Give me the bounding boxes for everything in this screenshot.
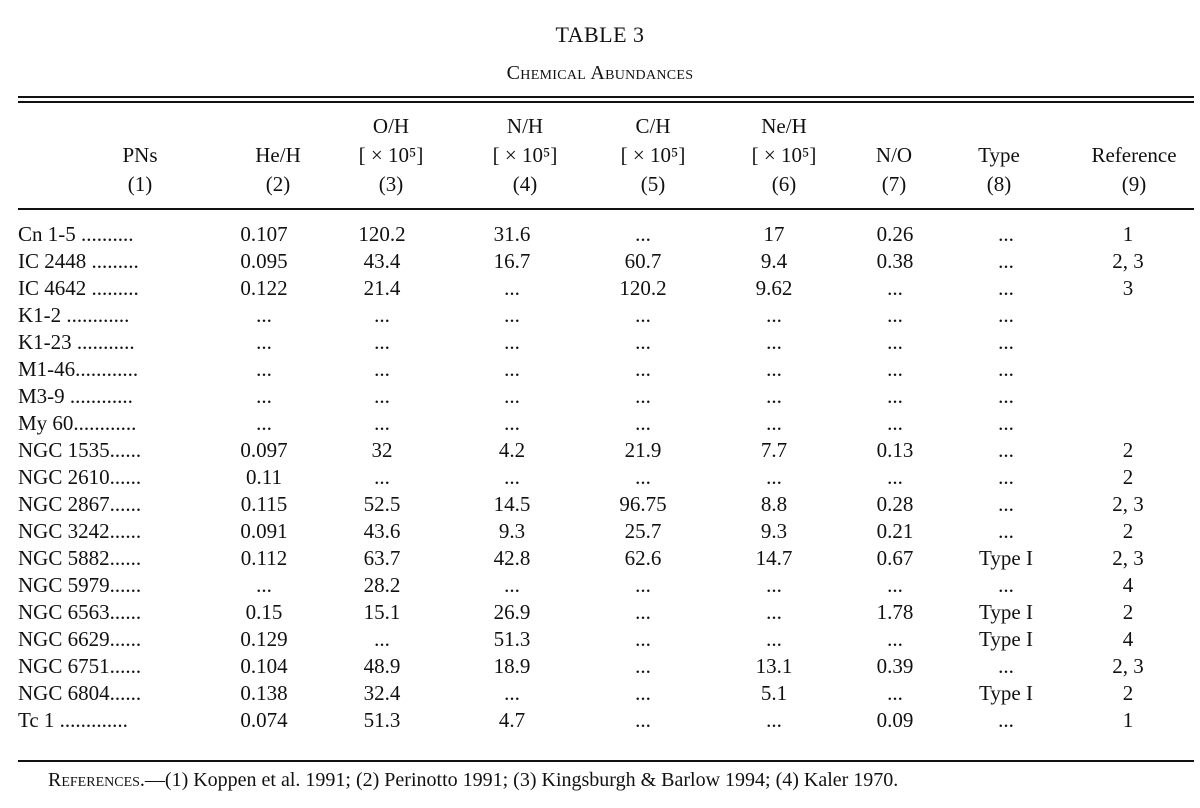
cell-n-o: 0.67 — [876, 546, 914, 570]
cell-n-o: ... — [887, 411, 903, 435]
cell-n-h: 18.9 — [493, 654, 531, 678]
cell-ne-h: 14.7 — [755, 546, 793, 570]
cell-pns: Tc 1 ............. — [18, 708, 128, 732]
cell-o-h: ... — [374, 411, 390, 435]
cell-reference — [1062, 356, 1194, 383]
cell-pns: NGC 6751...... — [18, 654, 142, 678]
cell-type: Type I — [979, 600, 1033, 624]
cell-he-h: 0.095 — [240, 249, 288, 273]
cell-n-h: ... — [504, 573, 520, 597]
cell-reference: 2 — [1122, 519, 1134, 543]
cell-c-h: ... — [635, 384, 651, 408]
column-header-c-h: C/H [ × 10⁵] (5) — [620, 114, 686, 196]
cell-c-h: ... — [635, 600, 651, 624]
cell-o-h: 32 — [371, 438, 393, 462]
bottom-rule — [18, 760, 1194, 762]
cell-type: ... — [998, 465, 1014, 489]
table-row — [18, 518, 1194, 545]
cell-type: ... — [998, 492, 1014, 516]
cell-he-h: 0.091 — [240, 519, 288, 543]
cell-pns: K1-2 ............ — [18, 303, 130, 327]
table-row — [18, 491, 1194, 518]
cell-pns: IC 2448 ......... — [18, 249, 139, 273]
cell-pns: NGC 1535...... — [18, 438, 142, 462]
cell-ne-h: 9.3 — [760, 519, 788, 543]
cell-he-h: 0.115 — [240, 492, 288, 516]
cell-pns: NGC 6629...... — [18, 627, 142, 651]
cell-o-h: ... — [374, 330, 390, 354]
cell-n-h: ... — [504, 465, 520, 489]
cell-reference — [1062, 329, 1194, 356]
cell-n-h: 4.2 — [498, 438, 526, 462]
cell-o-h: ... — [374, 627, 390, 651]
table-row — [18, 410, 1194, 437]
cell-reference: 4 — [1122, 627, 1134, 651]
cell-o-h: 32.4 — [363, 681, 401, 705]
cell-reference: 2, 3 — [1112, 492, 1144, 516]
table-header — [18, 112, 1194, 204]
cell-n-h: 42.8 — [493, 546, 531, 570]
cell-ne-h: 13.1 — [755, 654, 793, 678]
cell-he-h: 0.074 — [240, 708, 288, 732]
cell-he-h: 0.129 — [240, 627, 288, 651]
cell-c-h: 25.7 — [624, 519, 662, 543]
cell-c-h: ... — [635, 303, 651, 327]
table-title: TABLE 3 — [555, 22, 645, 47]
cell-n-h: 9.3 — [498, 519, 526, 543]
cell-o-h: 28.2 — [363, 573, 401, 597]
cell-he-h: ... — [256, 573, 272, 597]
cell-reference: 2 — [1122, 681, 1134, 705]
cell-type: ... — [998, 438, 1014, 462]
abundance-table — [18, 221, 1194, 734]
cell-ne-h: ... — [766, 303, 782, 327]
cell-type: ... — [998, 654, 1014, 678]
cell-type: ... — [998, 708, 1014, 732]
table-row — [18, 572, 1194, 599]
cell-c-h: 96.75 — [619, 492, 667, 516]
cell-c-h: 21.9 — [624, 438, 662, 462]
table-row — [18, 275, 1194, 302]
cell-pns: NGC 3242...... — [18, 519, 142, 543]
cell-c-h: 62.6 — [624, 546, 662, 570]
cell-reference: 1 — [1122, 222, 1134, 246]
column-header-reference: Reference (9) — [1091, 143, 1177, 196]
cell-c-h: ... — [635, 573, 651, 597]
cell-n-o: 0.28 — [876, 492, 914, 516]
table-row — [18, 626, 1194, 653]
cell-pns: IC 4642 ......... — [18, 276, 139, 300]
cell-o-h: 21.4 — [363, 276, 401, 300]
cell-n-h: ... — [504, 384, 520, 408]
cell-n-o: ... — [887, 330, 903, 354]
cell-type: ... — [998, 573, 1014, 597]
cell-n-o: ... — [887, 465, 903, 489]
cell-n-o: ... — [887, 681, 903, 705]
cell-reference: 2, 3 — [1112, 654, 1144, 678]
cell-pns: NGC 5882...... — [18, 546, 142, 570]
cell-o-h: 43.4 — [363, 249, 401, 273]
cell-o-h: ... — [374, 384, 390, 408]
cell-n-h: ... — [504, 411, 520, 435]
cell-pns: M1-46............ — [18, 357, 139, 381]
cell-he-h: 0.112 — [240, 546, 288, 570]
cell-o-h: 15.1 — [363, 600, 401, 624]
column-header-n-o: N/O (7) — [875, 143, 913, 196]
cell-pns: Cn 1-5 .......... — [18, 222, 134, 246]
table-row — [18, 437, 1194, 464]
cell-type: ... — [998, 357, 1014, 381]
cell-n-o: 0.39 — [876, 654, 914, 678]
cell-n-h: 31.6 — [493, 222, 531, 246]
cell-type: ... — [998, 519, 1014, 543]
column-header-pns: PNs (1) — [122, 143, 158, 196]
cell-n-o: ... — [887, 384, 903, 408]
cell-ne-h: ... — [766, 600, 782, 624]
cell-type: Type I — [979, 546, 1033, 570]
cell-c-h: 120.2 — [619, 276, 667, 300]
cell-n-h: ... — [504, 357, 520, 381]
cell-o-h: ... — [374, 357, 390, 381]
cell-c-h: ... — [635, 681, 651, 705]
cell-he-h: 0.138 — [240, 681, 288, 705]
table-row — [18, 302, 1194, 329]
cell-reference — [1062, 383, 1194, 410]
cell-n-o: 0.09 — [876, 708, 914, 732]
cell-he-h: ... — [256, 357, 272, 381]
cell-c-h: ... — [635, 357, 651, 381]
references-note — [48, 766, 1188, 794]
cell-c-h: ... — [635, 627, 651, 651]
column-header-type: Type (8) — [978, 143, 1020, 196]
cell-reference: 4 — [1122, 573, 1134, 597]
cell-ne-h: ... — [766, 465, 782, 489]
cell-reference: 3 — [1122, 276, 1134, 300]
cell-n-o: 1.78 — [876, 600, 914, 624]
references-lead: References. — [48, 769, 145, 791]
cell-o-h: 48.9 — [363, 654, 401, 678]
cell-pns: NGC 2867...... — [18, 492, 142, 516]
cell-he-h: 0.107 — [240, 222, 288, 246]
cell-ne-h: ... — [766, 573, 782, 597]
cell-pns: K1-23 ........... — [18, 330, 135, 354]
cell-o-h: ... — [374, 465, 390, 489]
table-row — [18, 680, 1194, 707]
cell-o-h: 43.6 — [363, 519, 401, 543]
cell-n-h: ... — [504, 330, 520, 354]
cell-n-h: ... — [504, 303, 520, 327]
cell-type: ... — [998, 384, 1014, 408]
cell-pns: NGC 6804...... — [18, 681, 142, 705]
cell-n-o: ... — [887, 357, 903, 381]
cell-type: ... — [998, 222, 1014, 246]
cell-reference: 2 — [1122, 438, 1134, 462]
cell-ne-h: 8.8 — [760, 492, 788, 516]
cell-reference: 2 — [1122, 600, 1134, 624]
cell-he-h: ... — [256, 303, 272, 327]
cell-reference: 2, 3 — [1112, 546, 1144, 570]
cell-c-h: ... — [635, 411, 651, 435]
cell-he-h: ... — [256, 330, 272, 354]
cell-o-h: 51.3 — [363, 708, 401, 732]
cell-c-h: ... — [635, 708, 651, 732]
cell-he-h: 0.11 — [246, 465, 282, 489]
cell-ne-h: 9.62 — [755, 276, 793, 300]
cell-n-o: ... — [887, 276, 903, 300]
cell-o-h: 120.2 — [358, 222, 406, 246]
cell-n-o: ... — [887, 303, 903, 327]
cell-ne-h: 5.1 — [760, 681, 788, 705]
table-row — [18, 545, 1194, 572]
cell-reference: 2, 3 — [1112, 249, 1144, 273]
table-row — [18, 248, 1194, 275]
top-rule-2 — [18, 101, 1194, 103]
cell-n-h: 16.7 — [493, 249, 531, 273]
column-header-o-h: O/H [ × 10⁵] (3) — [358, 114, 424, 196]
table-row — [18, 653, 1194, 680]
cell-n-h: ... — [504, 681, 520, 705]
table-row — [18, 221, 1194, 248]
cell-pns: NGC 2610...... — [18, 465, 142, 489]
table-subtitle: Chemical Abundances — [506, 62, 694, 84]
cell-n-o: ... — [887, 573, 903, 597]
cell-he-h: 0.104 — [240, 654, 288, 678]
references-text: —(1) Koppen et al. 1991; (2) Perinotto 1991; (3) Kingsburgh & Barlow 1994; (4) Kaler 1970. — [144, 769, 899, 791]
cell-pns: NGC 6563...... — [18, 600, 142, 624]
cell-he-h: ... — [256, 384, 272, 408]
cell-n-h: 51.3 — [493, 627, 531, 651]
cell-ne-h: 9.4 — [760, 249, 788, 273]
cell-reference: 2 — [1122, 465, 1134, 489]
table-row — [18, 329, 1194, 356]
table-row — [18, 356, 1194, 383]
cell-type: Type I — [979, 627, 1033, 651]
cell-he-h: 0.122 — [240, 276, 288, 300]
cell-type: Type I — [979, 681, 1033, 705]
table-row — [18, 707, 1194, 734]
cell-type: ... — [998, 330, 1014, 354]
cell-type: ... — [998, 411, 1014, 435]
cell-n-o: 0.26 — [876, 222, 914, 246]
cell-n-h: 4.7 — [498, 708, 526, 732]
cell-c-h: 60.7 — [624, 249, 662, 273]
cell-c-h: ... — [635, 465, 651, 489]
column-header-n-h: N/H [ × 10⁵] (4) — [492, 114, 558, 196]
cell-c-h: ... — [635, 654, 651, 678]
cell-pns: NGC 5979...... — [18, 573, 142, 597]
cell-n-o: 0.38 — [876, 249, 914, 273]
cell-reference — [1062, 302, 1194, 329]
cell-c-h: ... — [635, 222, 651, 246]
cell-n-h: 26.9 — [493, 600, 531, 624]
cell-ne-h: ... — [766, 708, 782, 732]
cell-o-h: ... — [374, 303, 390, 327]
cell-pns: My 60............ — [18, 411, 137, 435]
cell-n-o: 0.21 — [876, 519, 914, 543]
cell-type: ... — [998, 303, 1014, 327]
cell-n-h: ... — [504, 276, 520, 300]
cell-n-h: 14.5 — [493, 492, 531, 516]
column-header-he-h: He/H (2) — [255, 143, 301, 196]
cell-c-h: ... — [635, 330, 651, 354]
cell-n-o: 0.13 — [876, 438, 914, 462]
table-row — [18, 383, 1194, 410]
cell-he-h: 0.15 — [245, 600, 283, 624]
cell-ne-h: ... — [766, 627, 782, 651]
table-row — [18, 599, 1194, 626]
cell-ne-h: ... — [766, 330, 782, 354]
header-rule — [18, 208, 1194, 210]
cell-type: ... — [998, 276, 1014, 300]
cell-n-o: ... — [887, 627, 903, 651]
table-row — [18, 464, 1194, 491]
cell-ne-h: 17 — [763, 222, 785, 246]
cell-ne-h: ... — [766, 357, 782, 381]
cell-he-h: 0.097 — [240, 438, 288, 462]
cell-ne-h: ... — [766, 384, 782, 408]
cell-ne-h: ... — [766, 411, 782, 435]
cell-type: ... — [998, 249, 1014, 273]
top-rule-1 — [18, 96, 1194, 98]
cell-reference: 1 — [1122, 708, 1134, 732]
column-header-ne-h: Ne/H [ × 10⁵] (6) — [751, 114, 817, 196]
cell-o-h: 52.5 — [363, 492, 401, 516]
cell-he-h: ... — [256, 411, 272, 435]
cell-ne-h: 7.7 — [760, 438, 788, 462]
cell-pns: M3-9 ............ — [18, 384, 133, 408]
cell-reference — [1062, 410, 1194, 437]
cell-o-h: 63.7 — [363, 546, 401, 570]
